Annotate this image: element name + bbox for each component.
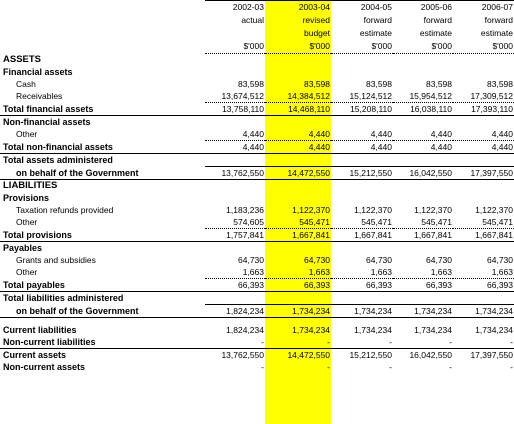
cell-value: 13,674,512 [205, 90, 265, 103]
unit-header: $'000 [205, 40, 265, 54]
total-row [0, 103, 514, 116]
cell-value: - [393, 336, 453, 349]
cell-value: 15,124,512 [331, 90, 393, 103]
cell-value: 545,471 [265, 216, 331, 229]
cell-value: 1,663 [265, 266, 331, 279]
cell-value: 1,734,234 [354, 325, 392, 335]
cell-value: 545,471 [453, 216, 514, 229]
row-label: Cash [16, 79, 36, 89]
total-row [0, 349, 514, 362]
cell-value: 1,824,234 [226, 325, 264, 335]
total-row-heading [0, 154, 514, 167]
table-row [0, 90, 514, 103]
cell-value: 14,472,550 [287, 350, 330, 360]
type-header: actual [241, 15, 264, 25]
total-row [0, 361, 514, 373]
cell-value: 1,824,234 [205, 305, 265, 318]
table-row [0, 216, 514, 229]
total-row [0, 324, 514, 336]
total-row [0, 167, 514, 180]
row-label: Non-current assets [3, 362, 86, 372]
year-header: 2005-06 [393, 1, 453, 15]
type2-header: estimate [480, 28, 513, 38]
cell-value: 1,667,841 [453, 229, 514, 242]
cell-value: 64,730 [426, 255, 452, 265]
section-heading: ASSETS [3, 53, 42, 65]
cell-value: - [389, 362, 392, 372]
row-label: Grants and subsidies [16, 255, 96, 265]
cell-value: 4,440 [331, 128, 393, 141]
cell-value: 1,734,234 [331, 305, 393, 318]
subsection-heading-row [0, 66, 514, 78]
total-row [0, 336, 514, 349]
row-label: Current liabilities [3, 325, 77, 335]
table-row [0, 266, 514, 279]
cell-value: 16,042,550 [393, 167, 453, 180]
section-heading-row [0, 54, 514, 67]
cell-value: 64,730 [366, 255, 392, 265]
type2-header: estimate [359, 28, 392, 38]
cell-value: 4,440 [453, 141, 514, 154]
cell-value: 4,440 [393, 141, 453, 154]
table-row [0, 204, 514, 216]
cell-value: - [265, 336, 331, 349]
cell-value: 1,734,234 [292, 325, 330, 335]
cell-value: 66,393 [205, 279, 265, 292]
unit-header: $'000 [453, 40, 514, 54]
cell-value: 66,393 [265, 279, 331, 292]
cell-value: 64,730 [238, 255, 264, 265]
table-row [0, 78, 514, 90]
cell-value: 13,758,110 [205, 103, 265, 116]
type2-header: estimate [419, 28, 452, 38]
cell-value: 15,954,512 [393, 90, 453, 103]
cell-value: 1,663 [331, 266, 393, 279]
row-label: Receivables [16, 91, 63, 102]
type-header: forward [363, 15, 392, 25]
unit-header: $'000 [331, 40, 393, 54]
cell-value: 1,734,234 [453, 305, 514, 318]
cell-value: 4,440 [453, 128, 514, 141]
cell-value: 1,122,370 [354, 205, 392, 215]
row-label: Total non-financial assets [0, 141, 205, 154]
cell-value: 16,038,110 [393, 103, 453, 116]
cell-value: 17,309,512 [453, 90, 514, 103]
cell-value: 4,440 [205, 128, 265, 141]
section-heading: LIABILITIES [3, 180, 58, 191]
cell-value: 1,122,370 [414, 205, 452, 215]
row-label: Other [16, 217, 38, 228]
row-label: Total liabilities administered [3, 293, 124, 304]
cell-value: 64,730 [304, 255, 330, 265]
type2-header [205, 27, 265, 40]
cell-value: 545,471 [331, 216, 393, 229]
row-label: on behalf of the Government [0, 305, 205, 318]
section-heading-row [0, 180, 514, 193]
cell-value: - [449, 362, 452, 372]
row-label: Total provisions [0, 229, 205, 242]
cell-value: 1,734,234 [265, 305, 331, 318]
row-label: Other [16, 267, 38, 278]
row-label: Current assets [3, 350, 67, 360]
cell-value: 574,605 [205, 216, 265, 229]
cell-value: 1,663 [453, 266, 514, 279]
row-label: Non-current liabilities [0, 336, 205, 349]
subsection-heading: Payables [3, 243, 43, 253]
cell-value: 83,598 [426, 79, 452, 89]
type2-header: budget [304, 28, 330, 38]
type-header: forward [484, 15, 513, 25]
cell-value: 64,730 [487, 255, 513, 265]
cell-value: 1,663 [205, 266, 265, 279]
total-row [0, 305, 514, 318]
cell-value: 545,471 [393, 216, 453, 229]
year-header: 2004-05 [331, 1, 393, 15]
cell-value: 17,393,110 [453, 103, 514, 116]
year-header: 2002-03 [205, 1, 265, 15]
row-label: on behalf of the Government [0, 167, 205, 180]
subsection-heading: Provisions [3, 193, 50, 203]
unit-header: $'000 [265, 40, 331, 54]
cell-value: 15,212,550 [349, 350, 392, 360]
row-label: Total financial assets [0, 103, 205, 116]
row-label: Total payables [0, 279, 205, 292]
cell-value: 4,440 [331, 141, 393, 154]
cell-value: 14,468,110 [265, 103, 331, 116]
cell-value: 15,212,550 [331, 167, 393, 180]
cell-value: 1,122,370 [475, 205, 513, 215]
cell-value: 83,598 [366, 79, 392, 89]
total-row-heading [0, 292, 514, 305]
row-label: Total assets administered [3, 155, 113, 166]
row-label: Other [16, 129, 38, 140]
year-header: 2003-04 [265, 1, 331, 15]
cell-value: 13,762,550 [205, 167, 265, 180]
total-row [0, 279, 514, 292]
cell-value: 4,440 [265, 128, 331, 141]
cell-value: 66,393 [393, 279, 453, 292]
cell-value: 17,397,550 [453, 167, 514, 180]
cell-value: - [261, 362, 264, 372]
header-row-types2 [0, 27, 514, 40]
year-header: 2006-07 [453, 1, 514, 15]
total-row [0, 229, 514, 242]
cell-value: 66,393 [331, 279, 393, 292]
type-header: revised [302, 15, 330, 25]
type-header: forward [423, 15, 452, 25]
cell-value: 17,397,550 [470, 350, 513, 360]
header-row-units [0, 40, 514, 54]
unit-header: $'000 [393, 40, 453, 54]
subsection-heading: Financial assets [3, 67, 73, 77]
cell-value: - [327, 362, 330, 372]
cell-value: - [331, 336, 393, 349]
cell-value: 1,667,841 [393, 229, 453, 242]
subsection-heading-row [0, 192, 514, 204]
cell-value: 83,598 [487, 79, 513, 89]
cell-value: 1,667,841 [331, 229, 393, 242]
cell-value: 4,440 [393, 128, 453, 141]
cell-value: 1,667,841 [265, 229, 331, 242]
cell-value: 1,734,234 [475, 325, 513, 335]
header-row-types [0, 14, 514, 27]
cell-value: 4,440 [205, 141, 265, 154]
cell-value: 4,440 [265, 141, 331, 154]
cell-value: 1,757,841 [205, 229, 265, 242]
cell-value: - [510, 362, 513, 372]
total-row [0, 141, 514, 154]
row-label: Taxation refunds provided [16, 205, 114, 215]
cell-value: - [453, 336, 514, 349]
cell-value: 14,472,550 [265, 167, 331, 180]
cell-value: 15,208,110 [331, 103, 393, 116]
cell-value: - [205, 336, 265, 349]
cell-value: 13,762,550 [221, 350, 264, 360]
subsection-heading-row [0, 242, 514, 255]
subsection-heading: Non-financial assets [3, 117, 91, 127]
cell-value: 83,598 [238, 79, 264, 89]
cell-value: 1,734,234 [393, 305, 453, 318]
cell-value: 66,393 [453, 279, 514, 292]
cell-value: 1,734,234 [414, 325, 452, 335]
cell-value: 14,384,512 [265, 90, 331, 103]
cell-value: 83,598 [304, 79, 330, 89]
header-row-years [0, 1, 514, 15]
subsection-heading-row [0, 116, 514, 129]
table-row [0, 254, 514, 266]
cell-value: 1,183,236 [226, 205, 264, 215]
cell-value: 16,042,550 [409, 350, 452, 360]
cell-value: 1,663 [393, 266, 453, 279]
table-row [0, 128, 514, 141]
cell-value: 1,122,370 [292, 205, 330, 215]
